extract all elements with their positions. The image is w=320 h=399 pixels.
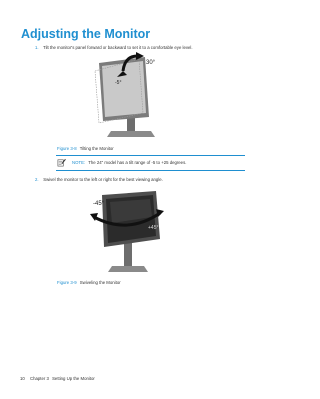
page-heading: Adjusting the Monitor: [21, 27, 151, 41]
figure-label: Figure 3-8: [57, 146, 77, 151]
swivel-monitor-illustration: [90, 187, 166, 273]
tilt-angle-top: 30°: [146, 60, 156, 66]
page-number: 10: [20, 376, 25, 381]
step-text: Swivel the monitor to the left or right for the best viewing angle.: [43, 177, 163, 182]
figure-caption-text: Tilting the Monitor: [79, 146, 114, 151]
tilt-monitor-illustration: [93, 51, 163, 139]
step-1: [35, 45, 193, 50]
chapter-label: Chapter 3: [29, 376, 49, 381]
step-text: Tilt the monitor's panel forward or backward to set it to a comfortable eye level.: [43, 45, 193, 50]
note-rule-top: [56, 155, 245, 156]
note-text: The 24" model has a tilt range of -5 to +25 degrees.: [88, 160, 187, 165]
swivel-angle-left: -45°: [93, 201, 105, 207]
figure-3-8-caption: [57, 146, 114, 151]
step-number: 1.: [35, 45, 39, 50]
step-2: [35, 177, 163, 182]
step-number: 2.: [35, 177, 39, 182]
figure-caption-text: Swiveling the Monitor: [79, 280, 121, 285]
note-label: NOTE:: [72, 160, 86, 165]
tilt-angle-bottom: -5°: [115, 80, 122, 86]
note-rule-bottom: [56, 170, 245, 171]
page-footer: [20, 376, 95, 381]
swivel-angle-right: +45°: [148, 225, 159, 231]
chapter-title: Setting Up the Monitor: [52, 376, 95, 381]
note: [72, 160, 186, 165]
note-icon: [57, 158, 66, 167]
figure-3-9-caption: [57, 280, 121, 285]
figure-label: Figure 3-9: [57, 280, 77, 285]
